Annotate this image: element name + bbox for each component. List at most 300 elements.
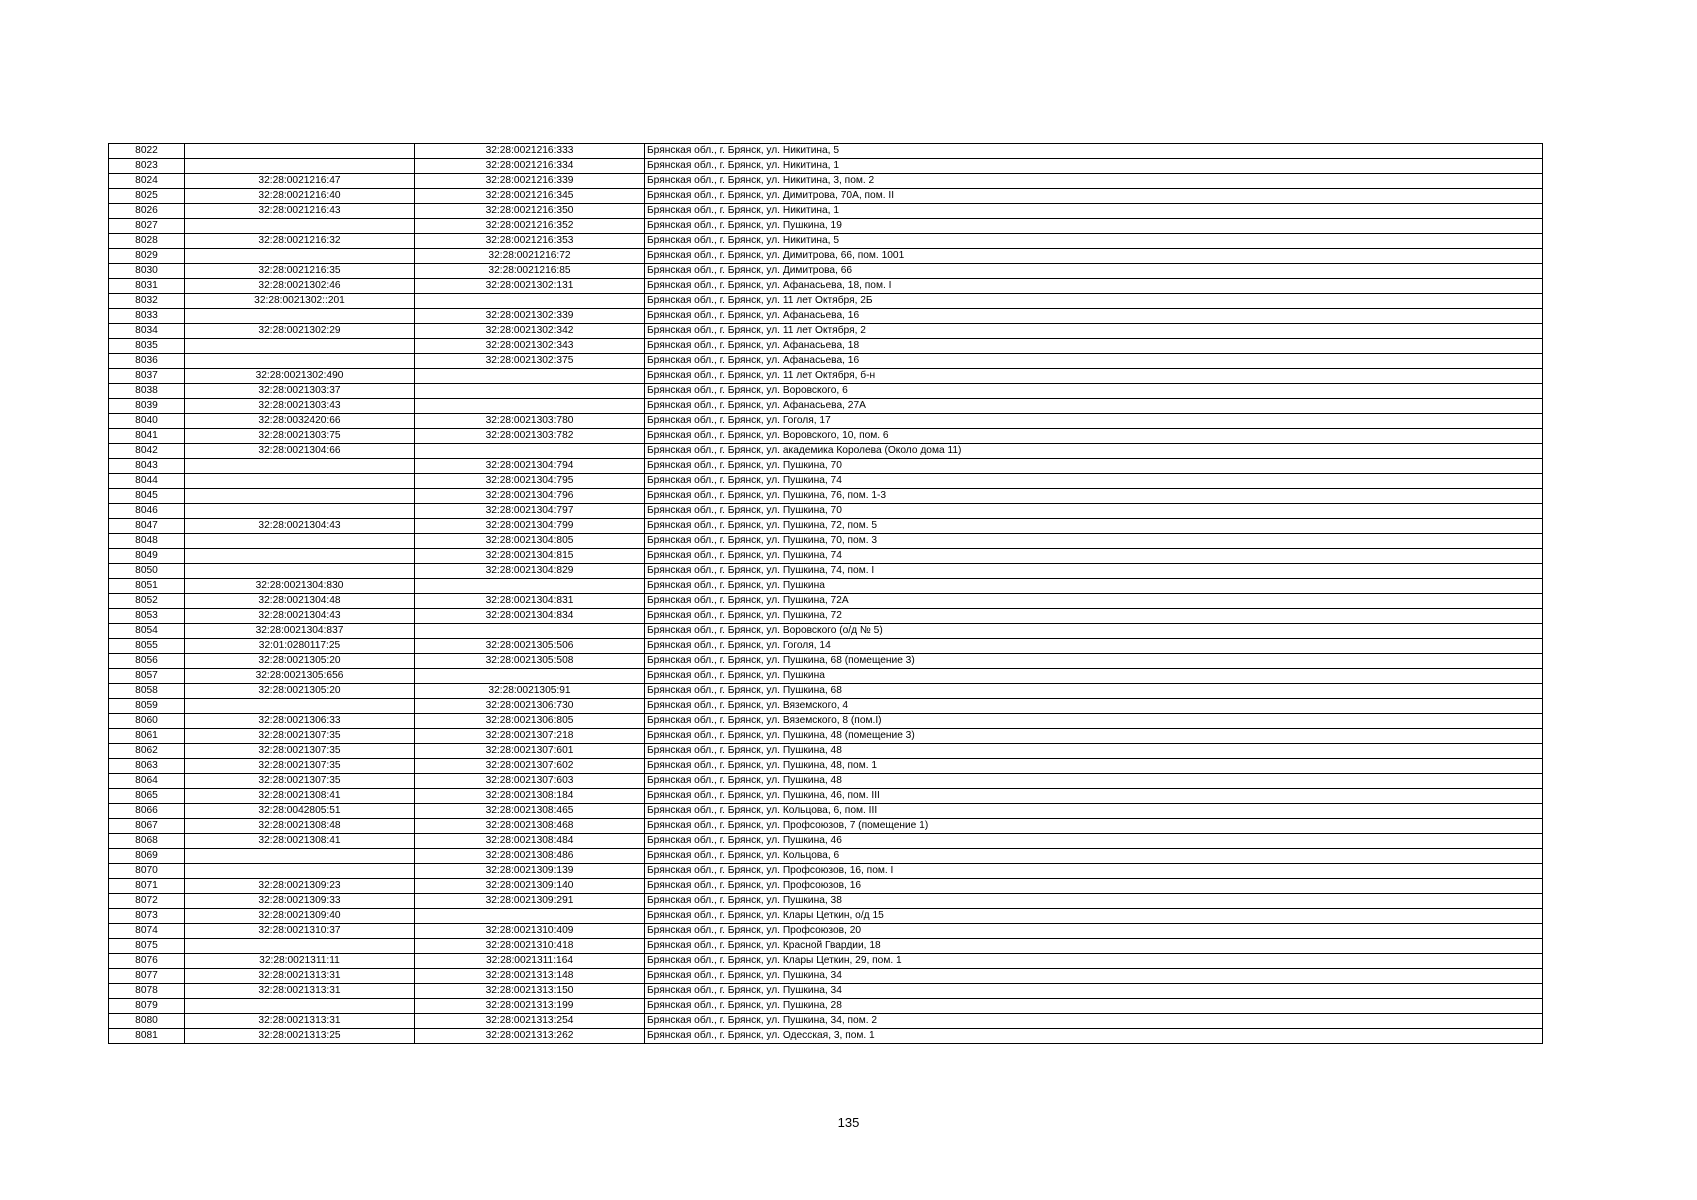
cell-address: Брянская обл., г. Брянск, ул. Пушкина, 34, пом. 2	[645, 1014, 1543, 1029]
table-row	[109, 834, 1543, 849]
cell-address: Брянская обл., г. Брянск, ул. Пушкина, 48	[645, 744, 1543, 759]
cell-record-number: 8061	[109, 729, 185, 744]
cell-previous-cadastral-number	[185, 474, 415, 489]
cell-cadastral-number	[415, 294, 645, 309]
cell-previous-cadastral-number: 32:28:0021311:11	[185, 954, 415, 969]
cell-record-number: 8080	[109, 1014, 185, 1029]
cell-address: Брянская обл., г. Брянск, ул. Пушкина, 76, пом. 1-3	[645, 489, 1543, 504]
cell-record-number: 8069	[109, 849, 185, 864]
cell-cadastral-number: 32:28:0021216:352	[415, 219, 645, 234]
cell-previous-cadastral-number: 32:28:0021307:35	[185, 744, 415, 759]
cell-address: Брянская обл., г. Брянск, ул. Гоголя, 17	[645, 414, 1543, 429]
table-row	[109, 264, 1543, 279]
table-row	[109, 159, 1543, 174]
cell-previous-cadastral-number: 32:28:0021313:25	[185, 1029, 415, 1044]
cell-previous-cadastral-number: 32:28:0021302:490	[185, 369, 415, 384]
cell-cadastral-number	[415, 384, 645, 399]
cell-address: Брянская обл., г. Брянск, ул. Пушкина, 70, пом. 3	[645, 534, 1543, 549]
table-row	[109, 354, 1543, 369]
cell-record-number: 8057	[109, 669, 185, 684]
cell-address: Брянская обл., г. Брянск, ул. Афанасьева, 18	[645, 339, 1543, 354]
cell-cadastral-number: 32:28:0021216:350	[415, 204, 645, 219]
cell-address: Брянская обл., г. Брянск, ул. Никитина, 1	[645, 204, 1543, 219]
cell-record-number: 8053	[109, 609, 185, 624]
cell-address: Брянская обл., г. Брянск, ул. 11 лет Октября, 2Б	[645, 294, 1543, 309]
cell-record-number: 8049	[109, 549, 185, 564]
table-row	[109, 819, 1543, 834]
table-row	[109, 759, 1543, 774]
table-row	[109, 489, 1543, 504]
cell-previous-cadastral-number: 32:28:0021216:32	[185, 234, 415, 249]
cell-cadastral-number: 32:28:0021302:375	[415, 354, 645, 369]
cell-record-number: 8056	[109, 654, 185, 669]
cell-previous-cadastral-number	[185, 534, 415, 549]
page-number: 135	[837, 1115, 860, 1130]
cell-cadastral-number: 32:28:0021308:484	[415, 834, 645, 849]
table-row	[109, 549, 1543, 564]
cell-address: Брянская обл., г. Брянск, ул. Пушкина, 48	[645, 774, 1543, 789]
cell-address: Брянская обл., г. Брянск, ул. Афанасьева, 16	[645, 354, 1543, 369]
cell-previous-cadastral-number: 32:28:0021216:35	[185, 264, 415, 279]
cell-address: Брянская обл., г. Брянск, ул. Профсоюзов, 7 (помещение 1)	[645, 819, 1543, 834]
cell-previous-cadastral-number: 32:28:0021303:43	[185, 399, 415, 414]
table-row	[109, 459, 1543, 474]
cell-cadastral-number: 32:28:0021311:164	[415, 954, 645, 969]
table-row	[109, 684, 1543, 699]
table-row	[109, 474, 1543, 489]
cell-cadastral-number	[415, 399, 645, 414]
cell-previous-cadastral-number: 32:28:0021310:37	[185, 924, 415, 939]
table-row	[109, 954, 1543, 969]
cell-record-number: 8048	[109, 534, 185, 549]
cell-previous-cadastral-number	[185, 309, 415, 324]
cell-address: Брянская обл., г. Брянск, ул. Одесская, 3, пом. 1	[645, 1029, 1543, 1044]
cell-previous-cadastral-number	[185, 549, 415, 564]
table-row	[109, 594, 1543, 609]
cell-record-number: 8076	[109, 954, 185, 969]
cell-previous-cadastral-number	[185, 219, 415, 234]
cell-previous-cadastral-number: 32:28:0021307:35	[185, 729, 415, 744]
cell-cadastral-number: 32:28:0021303:780	[415, 414, 645, 429]
table-row	[109, 204, 1543, 219]
cell-cadastral-number: 32:28:0021307:603	[415, 774, 645, 789]
table-row	[109, 1014, 1543, 1029]
cell-cadastral-number: 32:28:0021302:131	[415, 279, 645, 294]
cell-record-number: 8059	[109, 699, 185, 714]
cell-address: Брянская обл., г. Брянск, ул. Воровского, 6	[645, 384, 1543, 399]
cell-previous-cadastral-number: 32:28:0021308:48	[185, 819, 415, 834]
table-row	[109, 339, 1543, 354]
cell-cadastral-number: 32:28:0021216:334	[415, 159, 645, 174]
table-row	[109, 654, 1543, 669]
cell-record-number: 8078	[109, 984, 185, 999]
cell-cadastral-number: 32:28:0021310:418	[415, 939, 645, 954]
cell-cadastral-number: 32:28:0021313:150	[415, 984, 645, 999]
cell-cadastral-number: 32:28:0021313:262	[415, 1029, 645, 1044]
table-row	[109, 399, 1543, 414]
table-row	[109, 729, 1543, 744]
table-row	[109, 369, 1543, 384]
cell-cadastral-number: 32:28:0021310:409	[415, 924, 645, 939]
cell-record-number: 8040	[109, 414, 185, 429]
cell-address: Брянская обл., г. Брянск, ул. Пушкина, 19	[645, 219, 1543, 234]
cell-previous-cadastral-number: 32:28:0021309:33	[185, 894, 415, 909]
cell-address: Брянская обл., г. Брянск, ул. Пушкина, 68 (помещение 3)	[645, 654, 1543, 669]
table-row	[109, 639, 1543, 654]
cell-cadastral-number: 32:28:0021304:805	[415, 534, 645, 549]
cell-previous-cadastral-number: 32:28:0021307:35	[185, 774, 415, 789]
cell-cadastral-number: 32:28:0021308:468	[415, 819, 645, 834]
cell-address: Брянская обл., г. Брянск, ул. Воровского (о/д № 5)	[645, 624, 1543, 639]
cell-cadastral-number: 32:28:0021305:508	[415, 654, 645, 669]
cell-record-number: 8064	[109, 774, 185, 789]
cell-cadastral-number: 32:28:0021304:797	[415, 504, 645, 519]
cell-address: Брянская обл., г. Брянск, ул. Пушкина, 72, пом. 5	[645, 519, 1543, 534]
table-row	[109, 744, 1543, 759]
table-row	[109, 189, 1543, 204]
table-row	[109, 144, 1543, 159]
cell-address: Брянская обл., г. Брянск, ул. Пушкина, 38	[645, 894, 1543, 909]
cell-previous-cadastral-number	[185, 864, 415, 879]
cell-previous-cadastral-number	[185, 504, 415, 519]
cell-address: Брянская обл., г. Брянск, ул. Профсоюзов, 20	[645, 924, 1543, 939]
cell-cadastral-number: 32:28:0021304:831	[415, 594, 645, 609]
table-row	[109, 534, 1543, 549]
table-row	[109, 879, 1543, 894]
cell-record-number: 8030	[109, 264, 185, 279]
cell-address: Брянская обл., г. Брянск, ул. Кольцова, 6	[645, 849, 1543, 864]
table-row	[109, 669, 1543, 684]
cell-cadastral-number: 32:28:0021305:91	[415, 684, 645, 699]
cell-address: Брянская обл., г. Брянск, ул. Клары Цеткин, о/д 15	[645, 909, 1543, 924]
cell-cadastral-number: 32:28:0021309:291	[415, 894, 645, 909]
table-row	[109, 294, 1543, 309]
cell-cadastral-number	[415, 669, 645, 684]
cell-address: Брянская обл., г. Брянск, ул. Никитина, 1	[645, 159, 1543, 174]
cell-cadastral-number: 32:28:0021309:140	[415, 879, 645, 894]
cell-record-number: 8029	[109, 249, 185, 264]
cell-address: Брянская обл., г. Брянск, ул. Пушкина, 34	[645, 984, 1543, 999]
cell-record-number: 8067	[109, 819, 185, 834]
cell-address: Брянская обл., г. Брянск, ул. Пушкина, 74	[645, 474, 1543, 489]
cell-previous-cadastral-number	[185, 159, 415, 174]
cell-address: Брянская обл., г. Брянск, ул. Кольцова, 6, пом. III	[645, 804, 1543, 819]
cell-record-number: 8024	[109, 174, 185, 189]
cell-cadastral-number: 32:28:0021305:506	[415, 639, 645, 654]
cell-record-number: 8043	[109, 459, 185, 474]
table-row	[109, 789, 1543, 804]
cell-cadastral-number: 32:28:0021313:199	[415, 999, 645, 1014]
cell-record-number: 8058	[109, 684, 185, 699]
cell-address: Брянская обл., г. Брянск, ул. Воровского, 10, пом. 6	[645, 429, 1543, 444]
cell-previous-cadastral-number: 32:28:0021216:43	[185, 204, 415, 219]
table-row	[109, 714, 1543, 729]
cell-previous-cadastral-number	[185, 699, 415, 714]
cell-cadastral-number: 32:28:0021216:85	[415, 264, 645, 279]
cell-address: Брянская обл., г. Брянск, ул. Вяземского, 4	[645, 699, 1543, 714]
cell-record-number: 8022	[109, 144, 185, 159]
table-row	[109, 384, 1543, 399]
cell-address: Брянская обл., г. Брянск, ул. Пушкина, 48 (помещение 3)	[645, 729, 1543, 744]
table-row	[109, 444, 1543, 459]
cell-previous-cadastral-number: 32:28:0021302:46	[185, 279, 415, 294]
cell-record-number: 8037	[109, 369, 185, 384]
cell-record-number: 8027	[109, 219, 185, 234]
cell-cadastral-number: 32:28:0021308:184	[415, 789, 645, 804]
cell-address: Брянская обл., г. Брянск, ул. Гоголя, 14	[645, 639, 1543, 654]
cell-cadastral-number: 32:28:0021216:353	[415, 234, 645, 249]
cell-previous-cadastral-number: 32:28:0021303:75	[185, 429, 415, 444]
cell-previous-cadastral-number	[185, 144, 415, 159]
cell-cadastral-number	[415, 909, 645, 924]
table-row	[109, 969, 1543, 984]
registry-table-body	[109, 144, 1543, 1044]
cell-record-number: 8051	[109, 579, 185, 594]
cell-address: Брянская обл., г. Брянск, ул. 11 лет Октября, б-н	[645, 369, 1543, 384]
table-row	[109, 249, 1543, 264]
cell-record-number: 8065	[109, 789, 185, 804]
cell-record-number: 8072	[109, 894, 185, 909]
table-row	[109, 774, 1543, 789]
cell-cadastral-number: 32:28:0021308:465	[415, 804, 645, 819]
cell-previous-cadastral-number: 32:28:0021307:35	[185, 759, 415, 774]
cell-cadastral-number	[415, 369, 645, 384]
cell-record-number: 8054	[109, 624, 185, 639]
cell-record-number: 8055	[109, 639, 185, 654]
cell-record-number: 8031	[109, 279, 185, 294]
cell-previous-cadastral-number	[185, 339, 415, 354]
cell-previous-cadastral-number	[185, 489, 415, 504]
cell-record-number: 8047	[109, 519, 185, 534]
cell-previous-cadastral-number: 32:28:0021303:37	[185, 384, 415, 399]
cell-previous-cadastral-number	[185, 459, 415, 474]
cell-record-number: 8044	[109, 474, 185, 489]
cell-cadastral-number: 32:28:0021302:342	[415, 324, 645, 339]
cell-record-number: 8062	[109, 744, 185, 759]
registry-table	[108, 143, 1543, 1044]
cell-cadastral-number: 32:28:0021304:799	[415, 519, 645, 534]
cell-address: Брянская обл., г. Брянск, ул. Профсоюзов, 16, пом. I	[645, 864, 1543, 879]
cell-record-number: 8071	[109, 879, 185, 894]
cell-record-number: 8033	[109, 309, 185, 324]
cell-cadastral-number: 32:28:0021306:730	[415, 699, 645, 714]
cell-record-number: 8035	[109, 339, 185, 354]
cell-record-number: 8050	[109, 564, 185, 579]
cell-previous-cadastral-number: 32:28:0021304:830	[185, 579, 415, 594]
cell-address: Брянская обл., г. Брянск, ул. Пушкина, 72	[645, 609, 1543, 624]
table-row	[109, 504, 1543, 519]
cell-address: Брянская обл., г. Брянск, ул. Вяземского, 8 (пом.I)	[645, 714, 1543, 729]
cell-previous-cadastral-number: 32:28:0021302::201	[185, 294, 415, 309]
table-row	[109, 174, 1543, 189]
cell-cadastral-number: 32:28:0021304:795	[415, 474, 645, 489]
cell-address: Брянская обл., г. Брянск, ул. Пушкина, 74, пом. I	[645, 564, 1543, 579]
cell-previous-cadastral-number: 32:28:0032420:66	[185, 414, 415, 429]
cell-record-number: 8073	[109, 909, 185, 924]
table-row	[109, 324, 1543, 339]
table-row	[109, 309, 1543, 324]
cell-address: Брянская обл., г. Брянск, ул. Пушкина, 46, пом. III	[645, 789, 1543, 804]
cell-cadastral-number: 32:28:0021302:343	[415, 339, 645, 354]
table-row	[109, 1029, 1543, 1044]
cell-previous-cadastral-number: 32:28:0021306:33	[185, 714, 415, 729]
cell-address: Брянская обл., г. Брянск, ул. академика Королева (Около дома 11)	[645, 444, 1543, 459]
table-row	[109, 924, 1543, 939]
cell-cadastral-number: 32:28:0021216:339	[415, 174, 645, 189]
cell-previous-cadastral-number	[185, 999, 415, 1014]
cell-record-number: 8023	[109, 159, 185, 174]
table-row	[109, 999, 1543, 1014]
cell-address: Брянская обл., г. Брянск, ул. Пушкина	[645, 579, 1543, 594]
cell-record-number: 8075	[109, 939, 185, 954]
cell-previous-cadastral-number: 32:28:0021305:20	[185, 654, 415, 669]
cell-previous-cadastral-number: 32:28:0021305:20	[185, 684, 415, 699]
cell-address: Брянская обл., г. Брянск, ул. Пушкина, 74	[645, 549, 1543, 564]
table-row	[109, 219, 1543, 234]
cell-previous-cadastral-number	[185, 939, 415, 954]
cell-cadastral-number: 32:28:0021313:148	[415, 969, 645, 984]
cell-address: Брянская обл., г. Брянск, ул. Пушкина, 68	[645, 684, 1543, 699]
cell-record-number: 8039	[109, 399, 185, 414]
cell-cadastral-number: 32:28:0021302:339	[415, 309, 645, 324]
cell-cadastral-number: 32:28:0021304:815	[415, 549, 645, 564]
cell-previous-cadastral-number: 32:28:0021216:47	[185, 174, 415, 189]
cell-cadastral-number: 32:28:0021307:218	[415, 729, 645, 744]
cell-previous-cadastral-number: 32:28:0021304:837	[185, 624, 415, 639]
cell-previous-cadastral-number: 32:28:0021304:43	[185, 609, 415, 624]
cell-record-number: 8045	[109, 489, 185, 504]
cell-address: Брянская обл., г. Брянск, ул. Афанасьева, 18, пом. I	[645, 279, 1543, 294]
cell-address: Брянская обл., г. Брянск, ул. Клары Цеткин, 29, пом. 1	[645, 954, 1543, 969]
cell-cadastral-number: 32:28:0021309:139	[415, 864, 645, 879]
cell-address: Брянская обл., г. Брянск, ул. Димитрова, 70А, пом. II	[645, 189, 1543, 204]
cell-address: Брянская обл., г. Брянск, ул. Пушкина, 70	[645, 459, 1543, 474]
table-row	[109, 429, 1543, 444]
cell-cadastral-number: 32:28:0021304:829	[415, 564, 645, 579]
cell-address: Брянская обл., г. Брянск, ул. Никитина, 5	[645, 144, 1543, 159]
cell-cadastral-number: 32:28:0021304:796	[415, 489, 645, 504]
cell-address: Брянская обл., г. Брянск, ул. Пушкина, 46	[645, 834, 1543, 849]
cell-record-number: 8060	[109, 714, 185, 729]
cell-record-number: 8025	[109, 189, 185, 204]
cell-previous-cadastral-number: 32:28:0021313:31	[185, 984, 415, 999]
cell-cadastral-number: 32:28:0021216:333	[415, 144, 645, 159]
table-row	[109, 804, 1543, 819]
cell-address: Брянская обл., г. Брянск, ул. Пушкина, 48, пом. 1	[645, 759, 1543, 774]
cell-cadastral-number: 32:28:0021304:794	[415, 459, 645, 474]
cell-address: Брянская обл., г. Брянск, ул. Красной Гвардии, 18	[645, 939, 1543, 954]
cell-address: Брянская обл., г. Брянск, ул. Никитина, 5	[645, 234, 1543, 249]
table-row	[109, 609, 1543, 624]
cell-record-number: 8036	[109, 354, 185, 369]
cell-record-number: 8052	[109, 594, 185, 609]
cell-cadastral-number: 32:28:0021313:254	[415, 1014, 645, 1029]
cell-cadastral-number	[415, 444, 645, 459]
cell-record-number: 8079	[109, 999, 185, 1014]
cell-record-number: 8032	[109, 294, 185, 309]
cell-cadastral-number: 32:28:0021304:834	[415, 609, 645, 624]
cell-record-number: 8063	[109, 759, 185, 774]
table-row	[109, 699, 1543, 714]
cell-address: Брянская обл., г. Брянск, ул. Димитрова, 66	[645, 264, 1543, 279]
cell-previous-cadastral-number: 32:28:0021313:31	[185, 1014, 415, 1029]
cell-cadastral-number: 32:28:0021306:805	[415, 714, 645, 729]
cell-cadastral-number	[415, 579, 645, 594]
table-row	[109, 894, 1543, 909]
cell-previous-cadastral-number: 32:28:0021302:29	[185, 324, 415, 339]
cell-address: Брянская обл., г. Брянск, ул. Афанасьева, 27А	[645, 399, 1543, 414]
cell-record-number: 8070	[109, 864, 185, 879]
table-row	[109, 414, 1543, 429]
table-row	[109, 519, 1543, 534]
cell-record-number: 8068	[109, 834, 185, 849]
cell-address: Брянская обл., г. Брянск, ул. Никитина, 3, пом. 2	[645, 174, 1543, 189]
cell-cadastral-number: 32:28:0021216:72	[415, 249, 645, 264]
cell-previous-cadastral-number: 32:28:0021304:43	[185, 519, 415, 534]
cell-previous-cadastral-number: 32:28:0021304:66	[185, 444, 415, 459]
cell-cadastral-number: 32:28:0021308:486	[415, 849, 645, 864]
cell-previous-cadastral-number	[185, 249, 415, 264]
table-row	[109, 864, 1543, 879]
cell-previous-cadastral-number: 32:28:0021308:41	[185, 789, 415, 804]
cell-record-number: 8077	[109, 969, 185, 984]
cell-record-number: 8042	[109, 444, 185, 459]
cell-record-number: 8041	[109, 429, 185, 444]
cell-previous-cadastral-number: 32:28:0021309:23	[185, 879, 415, 894]
cell-record-number: 8034	[109, 324, 185, 339]
cell-cadastral-number: 32:28:0021216:345	[415, 189, 645, 204]
cell-previous-cadastral-number	[185, 849, 415, 864]
cell-previous-cadastral-number: 32:28:0021305:656	[185, 669, 415, 684]
cell-record-number: 8038	[109, 384, 185, 399]
cell-previous-cadastral-number: 32:28:0021216:40	[185, 189, 415, 204]
cell-record-number: 8081	[109, 1029, 185, 1044]
cell-address: Брянская обл., г. Брянск, ул. Профсоюзов, 16	[645, 879, 1543, 894]
cell-address: Брянская обл., г. Брянск, ул. Афанасьева, 16	[645, 309, 1543, 324]
cell-address: Брянская обл., г. Брянск, ул. Димитрова, 66, пом. 1001	[645, 249, 1543, 264]
table-row	[109, 234, 1543, 249]
cell-address: Брянская обл., г. Брянск, ул. Пушкина, 34	[645, 969, 1543, 984]
cell-address: Брянская обл., г. Брянск, ул. 11 лет Октября, 2	[645, 324, 1543, 339]
cell-address: Брянская обл., г. Брянск, ул. Пушкина, 70	[645, 504, 1543, 519]
cell-record-number: 8028	[109, 234, 185, 249]
table-row	[109, 849, 1543, 864]
cell-address: Брянская обл., г. Брянск, ул. Пушкина, 28	[645, 999, 1543, 1014]
cell-previous-cadastral-number: 32:28:0021313:31	[185, 969, 415, 984]
cell-cadastral-number: 32:28:0021307:601	[415, 744, 645, 759]
table-row	[109, 624, 1543, 639]
table-row	[109, 909, 1543, 924]
cell-previous-cadastral-number	[185, 354, 415, 369]
cell-previous-cadastral-number: 32:28:0021308:41	[185, 834, 415, 849]
cell-record-number: 8026	[109, 204, 185, 219]
table-row	[109, 939, 1543, 954]
cell-record-number: 8066	[109, 804, 185, 819]
cell-address: Брянская обл., г. Брянск, ул. Пушкина, 72А	[645, 594, 1543, 609]
table-row	[109, 564, 1543, 579]
cell-record-number: 8074	[109, 924, 185, 939]
table-row	[109, 279, 1543, 294]
cell-record-number: 8046	[109, 504, 185, 519]
cell-previous-cadastral-number: 32:28:0021309:40	[185, 909, 415, 924]
cell-cadastral-number	[415, 624, 645, 639]
cell-cadastral-number: 32:28:0021307:602	[415, 759, 645, 774]
cell-previous-cadastral-number	[185, 564, 415, 579]
cell-address: Брянская обл., г. Брянск, ул. Пушкина	[645, 669, 1543, 684]
table-row	[109, 579, 1543, 594]
table-row	[109, 984, 1543, 999]
cell-previous-cadastral-number: 32:28:0042805:51	[185, 804, 415, 819]
